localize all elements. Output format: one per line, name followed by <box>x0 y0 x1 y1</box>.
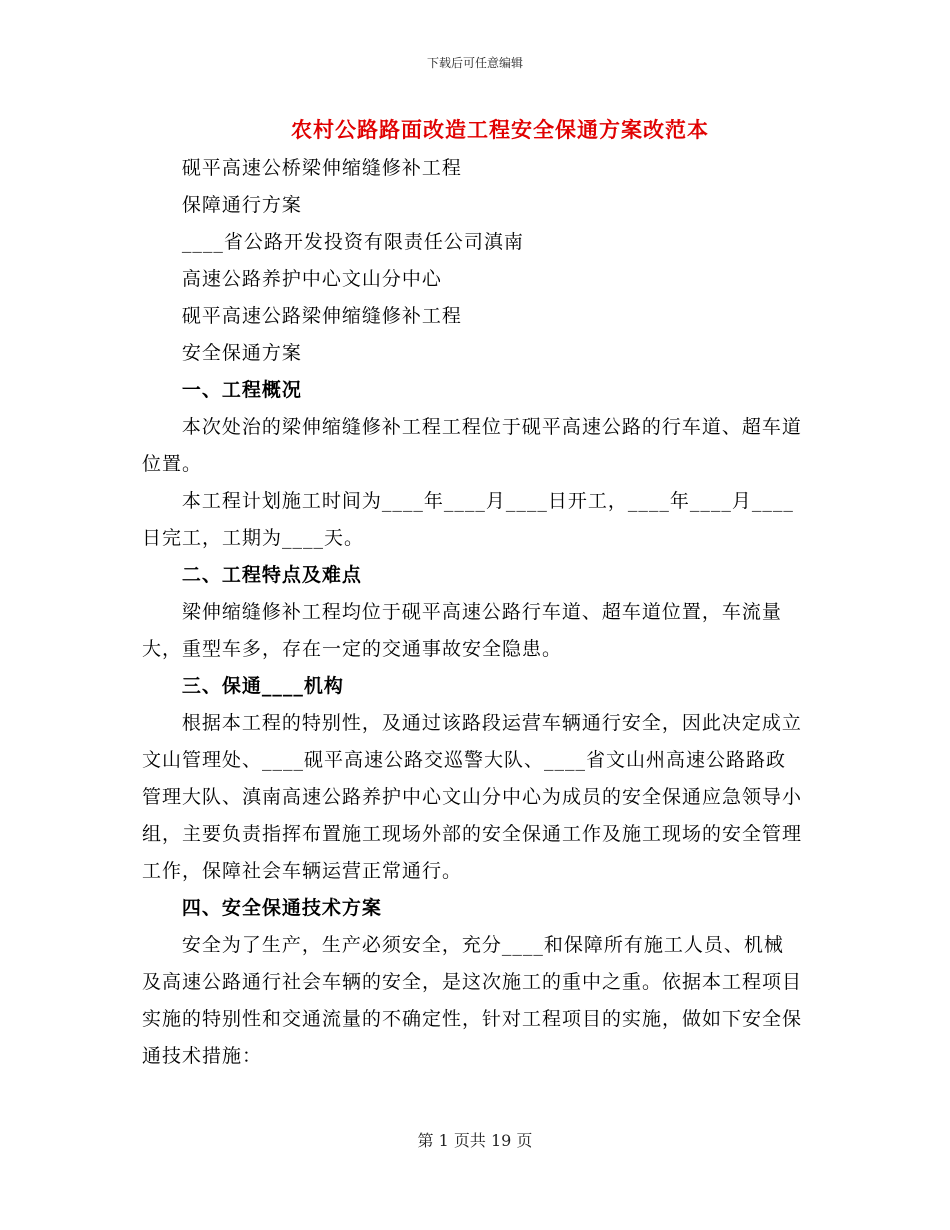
body-paragraph: 本次处治的梁伸缩缝修补工程工程位于砚平高速公路的行车道、超车道位置。 <box>142 416 802 475</box>
body-line: 砚平高速公桥梁伸缩缝修补工程 <box>181 157 462 179</box>
body-line: 保障通行方案 <box>181 194 302 216</box>
body-line: 安全保通方案 <box>181 342 302 364</box>
document-title: 农村公路路面改造工程安全保通方案改范本 <box>291 117 709 142</box>
body-paragraph: 安全为了生产，生产必须安全，充分____和保障所有施工人员、机械及高速公路通行社会车辆的安全，是这次施工的重中之重。依据本工程项目实施的特别性和交通流量的不确定性，针对工程项目的实施，做如下安全保通技术措施： <box>142 934 803 1067</box>
body-line: 高速公路养护中心文山分中心 <box>181 268 442 290</box>
body-paragraph: 梁伸缩缝修补工程均位于砚平高速公路行车道、超车道位置，车流量大，重型车多，存在一定的交通事故安全隐患。 <box>142 601 782 660</box>
body-paragraph: 本工程计划施工时间为____年____月____日开工，____年____月____日完工，工期为____天。 <box>142 490 794 549</box>
section-heading-technical-plan: 四、安全保通技术方案 <box>181 897 382 919</box>
body-line: ____省公路开发投资有限责任公司滇南 <box>181 231 524 253</box>
section-heading-features: 二、工程特点及难点 <box>181 564 362 586</box>
header-note: 下载后可任意编辑 <box>426 56 523 70</box>
section-heading-overview: 一、工程概况 <box>181 379 302 401</box>
section-heading-organization: 三、保通____机构 <box>181 675 344 697</box>
body-line: 砚平高速公路梁伸缩缝修补工程 <box>181 305 462 327</box>
page-number-footer: 第 1 页共 19 页 <box>417 1131 533 1150</box>
document-body <box>142 150 802 1075</box>
body-paragraph: 根据本工程的特别性，及通过该路段运营车辆通行安全，因此决定成立文山管理处、____砚平高速公路交巡警大队、____省文山州高速公路路政管理大队、滇南高速公路养护中心文山分中心为成员的安全保通应急领导小组，主要负责指挥布置施工现场外部的安全保通工作及施工现场的安全管理工作，保障社会车辆运营正常通行。 <box>142 712 803 882</box>
